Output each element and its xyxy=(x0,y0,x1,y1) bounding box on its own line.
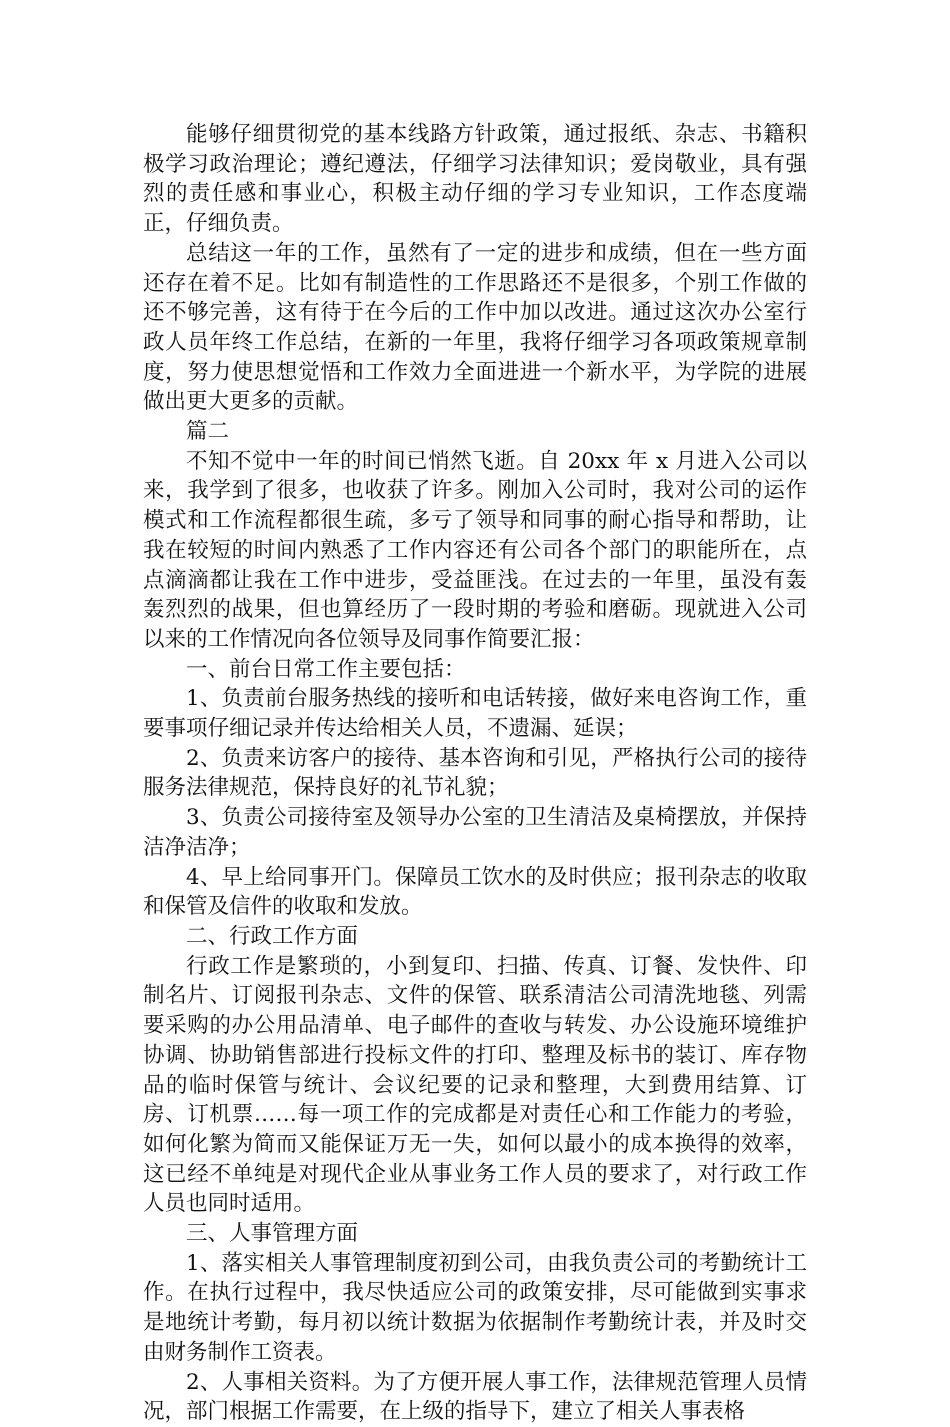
section-heading: 三、人事管理方面 xyxy=(186,1221,359,1247)
list-item: 1、落实相关人事管理制度初到公司，由我负责公司的考勤统计工作。在执行过程中，我尽快适应公司的政策安排，尽可能做到实事求是地统计考勤，每月初以统计数据为依据制作考勤统计表，并及时交由财务制作工资表。 xyxy=(143,1250,807,1365)
section-heading: 一、前台日常工作主要包括： xyxy=(186,656,466,682)
list-item: 4、早上给同事开门。保障员工饮水的及时供应；报刊杂志的收取和保管及信件的收取和发放。 xyxy=(143,864,807,920)
section-heading: 二、行政工作方面 xyxy=(186,923,359,949)
paragraph: 不知不觉中一年的时间已悄然飞逝。自 20xx 年 x 月进入公司以来，我学到了很多，也收获了许多。刚加入公司时，我对公司的运作模式和工作流程都很生疏，多亏了领导和同事的耐心指导和帮助，让我在较短的时间内熟悉了工作内容还有公司各个部门的职能所在，点点滴滴都让我在工作中进步，受益匪浅。在过去的一年里，虽没有轰轰烈烈的战果，但也算经历了一段时期的考验和磨砺。现就进入公司以来的工作情况向各位领导及同事作简要汇报： xyxy=(143,448,807,652)
paragraph: 总结这一年的工作，虽然有了一定的进步和成绩，但在一些方面还存在着不足。比如有制造性的工作思路还不是很多，个别工作做的还不够完善，这有待于在今后的工作中加以改进。通过这次办公室行政人员年终工作总结，在新的一年里，我将仔细学习各项政策规章制度，努力使思想觉悟和工作效力全面进进一个新水平，为学院的进展做出更大更多的贡献。 xyxy=(143,240,807,415)
paragraph: 行政工作是繁琐的，小到复印、扫描、传真、订餐、发快件、印制名片、订阅报刊杂志、文件的保管、联系清洁公司清洗地毯、列需要采购的办公用品清单、电子邮件的查收与转发、办公设施环境维护协调、协助销售部进行投标文件的打印、整理及标书的装订、库存物品的临时保管与统计、会议纪要的记录和整理，大到费用结算、订房、订机票……每一项工作的完成都是对责任心和工作能力的考验，如何化繁为简而又能保证万无一失，如何以最小的成本换得的效率，这已经不单纯是对现代企业从事业务工作人员的要求了，对行政工作人员也同时适用。 xyxy=(143,953,807,1217)
list-item: 1、负责前台服务热线的接听和电话转接，做好来电咨询工作，重要事项仔细记录并传达给相关人员，不遗漏、延误； xyxy=(143,686,807,742)
document-body xyxy=(143,120,807,1427)
list-item: 2、负责来访客户的接待、基本咨询和引见，严格执行公司的接待服务法律规范，保持良好的礼节礼貌； xyxy=(143,745,807,801)
paragraph: 能够仔细贯彻党的基本线路方针政策，通过报纸、杂志、书籍积极学习政治理论；遵纪遵法，仔细学习法律知识；爱岗敬业，具有强烈的责任感和事业心，积极主动仔细的学习专业知识，工作态度端正，仔细负责。 xyxy=(143,122,807,237)
section-heading: 篇二 xyxy=(186,419,230,445)
list-item: 3、负责公司接待室及领导办公室的卫生清洁及桌椅摆放，并保持洁净洁净； xyxy=(143,805,807,860)
list-item: 2、人事相关资料。为了方便开展人事工作，法律规范管理人员情况，部门根据工作需要，在上级的指导下，建立了相关人事表格 xyxy=(143,1369,807,1425)
